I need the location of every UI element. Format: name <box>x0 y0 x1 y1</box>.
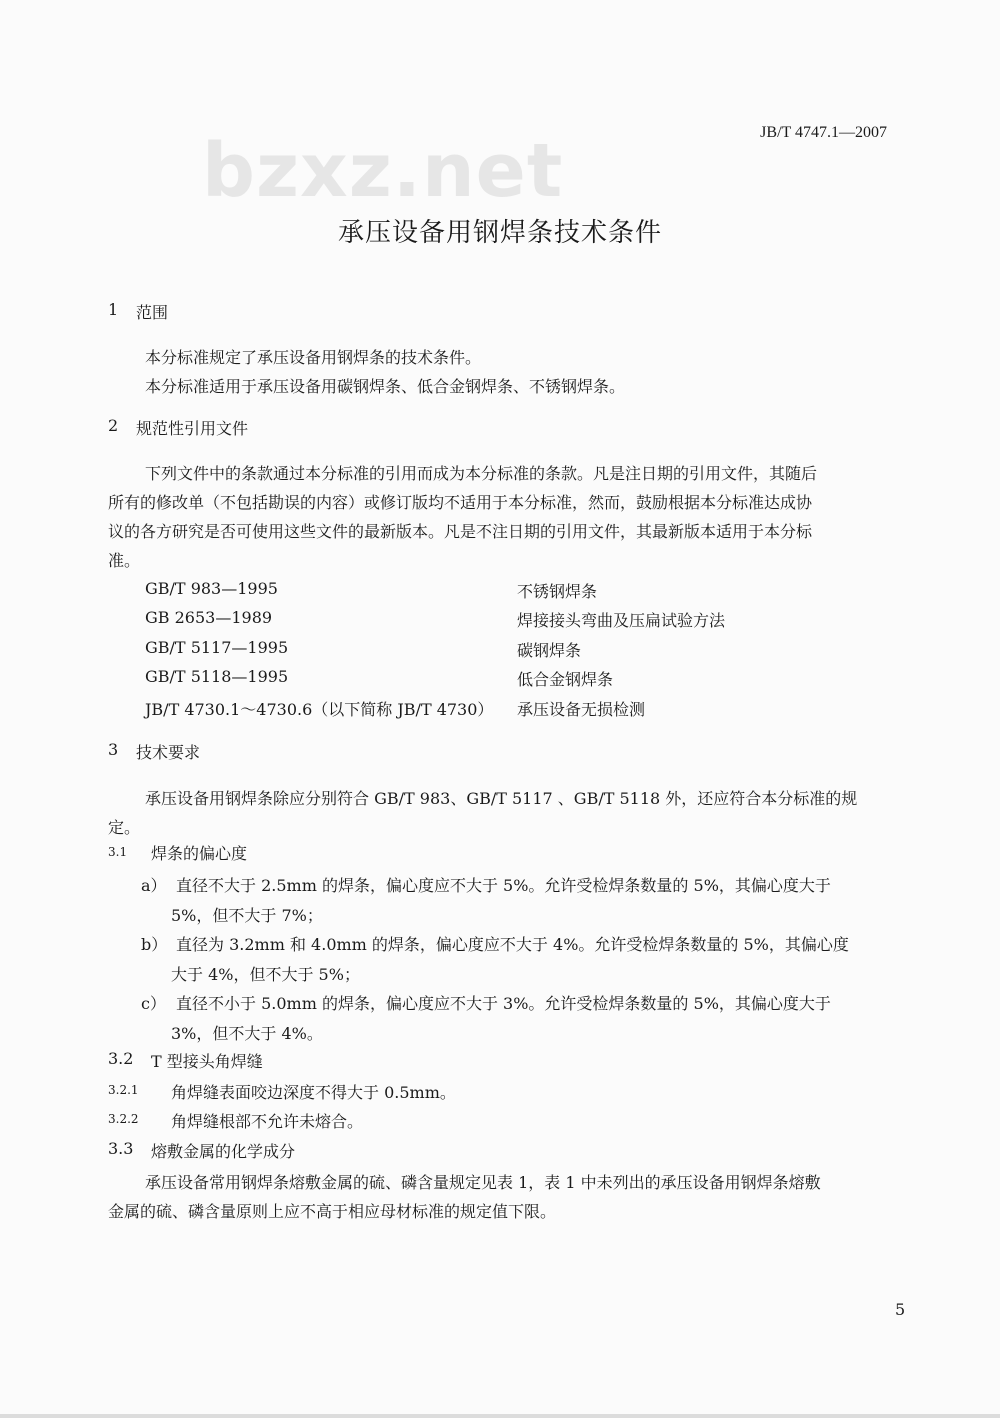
reference-name: 承压设备无损检测 <box>517 700 646 719</box>
section-2-number: 2 <box>108 416 119 435</box>
list-item-label: a） <box>141 876 167 895</box>
section-1-para-1: 本分标准规定了承压设备用钢焊条的技术条件。 <box>145 348 482 367</box>
reference-name: 碳钢焊条 <box>517 641 582 660</box>
clause-3-1-title: 焊条的偏心度 <box>151 844 248 863</box>
document-title: 承压设备用钢焊条技术条件 <box>337 218 662 248</box>
clause-3-3-para-line-2: 金属的硫、磷含量原则上应不高于相应母材标准的规定值下限。 <box>108 1202 557 1221</box>
clause-3-1-number: 3.1 <box>108 845 128 859</box>
reference-name: 焊接接头弯曲及压扁试验方法 <box>517 611 726 630</box>
clause-3-3-para-line-1: 承压设备常用钢焊条熔敷金属的硫、磷含量规定见表 1，表 1 中未列出的承压设备用钢焊条熔敷 <box>145 1173 821 1192</box>
clause-3-3-number: 3.3 <box>108 1139 134 1158</box>
section-2-title: 规范性引用文件 <box>136 419 249 438</box>
section-2-para-line-2: 所有的修改单（不包括勘误的内容）或修订版均不适用于本分标准，然而，鼓励根据本分标准达成协 <box>108 493 813 512</box>
section-2-para-line-4: 准。 <box>108 551 141 570</box>
clause-3-2-title: T 型接头角焊缝 <box>151 1052 263 1071</box>
list-item-line-2: 大于 4%，但不大于 5%； <box>171 965 360 984</box>
list-item-line-2: 5%，但不大于 7%； <box>171 906 323 925</box>
section-1-para-2: 本分标准适用于承压设备用碳钢焊条、低合金钢焊条、不锈钢焊条。 <box>145 377 626 396</box>
list-item-line-2: 3%，但不大于 4%。 <box>171 1024 323 1043</box>
clause-3-2-2-text: 角焊缝根部不允许未熔合。 <box>171 1112 364 1131</box>
section-3-para-line-1: 承压设备用钢焊条除应分别符合 GB/T 983、GB/T 5117 、GB/T 5118 外，还应符合本分标准的规 <box>145 789 858 808</box>
list-item-label: b） <box>141 935 168 954</box>
page-bottom-edge <box>0 1414 1000 1418</box>
section-3-title: 技术要求 <box>136 743 201 762</box>
reference-code: GB 2653—1989 <box>145 608 273 627</box>
reference-code: GB/T 983—1995 <box>145 579 278 598</box>
list-item-line-1: 直径不小于 5.0mm 的焊条，偏心度应不大于 3%。允许受检焊条数量的 5%，其偏心度大于 <box>176 994 831 1013</box>
standard-code: JB/T 4747.1—2007 <box>760 124 887 141</box>
clause-3-3-title: 熔敷金属的化学成分 <box>151 1142 296 1161</box>
reference-name: 低合金钢焊条 <box>517 670 614 689</box>
section-3-number: 3 <box>108 740 119 759</box>
clause-3-2-number: 3.2 <box>108 1049 134 1068</box>
section-1-title: 范围 <box>136 303 169 322</box>
watermark: bzxz.net <box>202 128 564 214</box>
list-item-line-1: 直径为 3.2mm 和 4.0mm 的焊条，偏心度应不大于 4%。允许受检焊条数量的 5%，其偏心度 <box>176 935 849 954</box>
section-3-para-line-2: 定。 <box>108 818 141 837</box>
reference-code: GB/T 5118—1995 <box>145 667 289 686</box>
section-1-number: 1 <box>108 300 119 319</box>
clause-3-2-1-text: 角焊缝表面咬边深度不得大于 0.5mm。 <box>171 1083 456 1102</box>
clause-3-2-1-number: 3.2.1 <box>108 1083 139 1097</box>
clause-3-2-2-number: 3.2.2 <box>108 1112 139 1126</box>
reference-code: GB/T 5117—1995 <box>145 638 289 657</box>
section-2-para-line-3: 议的各方研究是否可使用这些文件的最新版本。凡是不注日期的引用文件，其最新版本适用于本分标 <box>108 522 813 541</box>
reference-name: 不锈钢焊条 <box>517 582 598 601</box>
list-item-line-1: 直径不大于 2.5mm 的焊条，偏心度应不大于 5%。允许受检焊条数量的 5%，其偏心度大于 <box>176 876 831 895</box>
reference-code: JB/T 4730.1～4730.6（以下简称 JB/T 4730） <box>145 700 494 719</box>
list-item-label: c） <box>141 994 166 1013</box>
page-number: 5 <box>895 1300 906 1319</box>
section-2-para-line-1: 下列文件中的条款通过本分标准的引用而成为本分标准的条款。凡是注日期的引用文件，其随后 <box>145 464 818 483</box>
